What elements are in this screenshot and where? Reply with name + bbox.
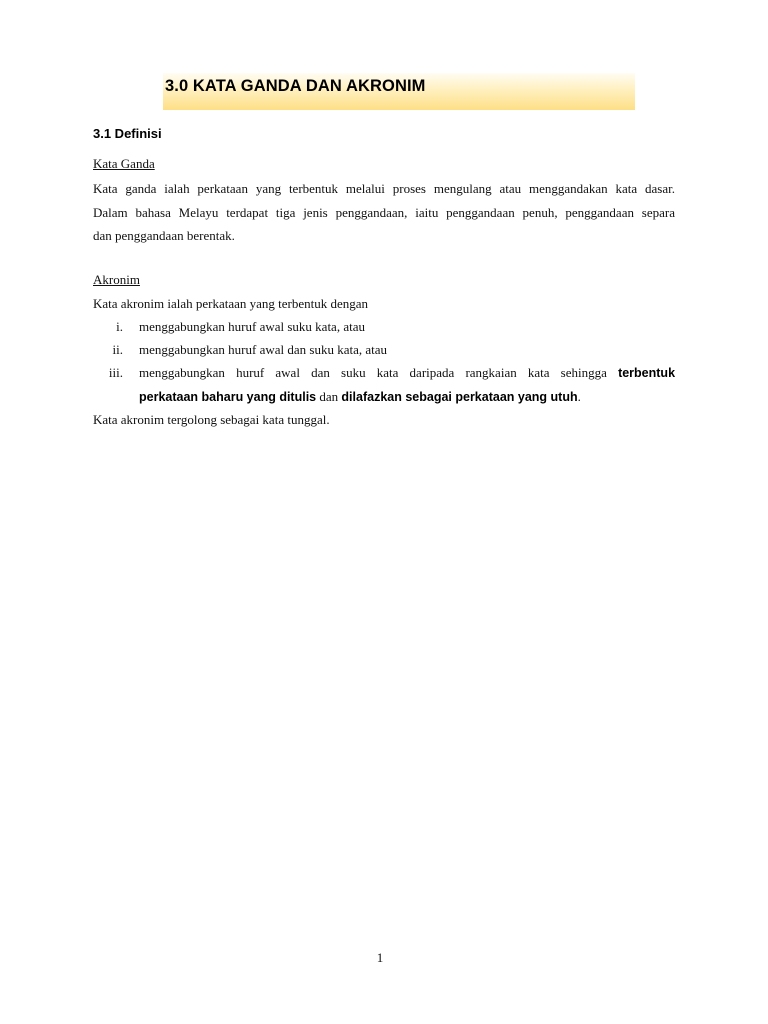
akronim-closing <box>93 408 675 432</box>
akronim-intro <box>93 292 675 316</box>
list-item-text-line <box>139 361 675 385</box>
list-item-text <box>139 315 675 339</box>
list-item-plain-text: menggabungkan huruf awal dan suku kata daripada rangkaian kata sehingga <box>139 365 607 380</box>
list-item-text-line: menggabungkan huruf awal suku kata, atau <box>139 319 365 334</box>
akronim-intro-text: Kata akronim ialah perkataan yang terbentuk dengan <box>93 296 369 311</box>
section-heading: 3.1 Definisi <box>93 126 162 141</box>
list-item-text-line: menggabungkan huruf awal dan suku kata, atau <box>139 342 388 357</box>
akronim-heading: Akronim <box>93 272 140 287</box>
kata-ganda-line-1: Kata ganda ialah perkataan yang terbentuk melalui proses mengulang atau menggandakan kata dasar. <box>93 181 675 196</box>
akronim-closing-text: Kata akronim tergolong sebagai kata tunggal. <box>93 412 330 427</box>
list-number: ii. <box>112 342 123 357</box>
sentence-end: . <box>577 388 581 404</box>
kata-ganda-heading: Kata Ganda <box>93 156 155 171</box>
kata-ganda-line-3: dan penggandaan berentak. <box>93 228 235 243</box>
emphasis-text: terbentuk <box>618 366 676 380</box>
emphasis-text: perkataan baharu yang ditulis <box>139 389 317 404</box>
kata-ganda-paragraph <box>93 177 675 248</box>
chapter-title: 3.0 KATA GANDA DAN AKRONIM <box>165 77 426 95</box>
title-banner <box>163 73 635 110</box>
connector-text: dan <box>319 388 339 404</box>
list-number: i. <box>116 319 123 334</box>
page-number: 1 <box>376 950 384 965</box>
list-item-text-line <box>139 385 675 409</box>
list-item-text <box>139 338 675 362</box>
emphasis-text: dilafazkan sebagai perkataan yang utuh <box>341 389 578 404</box>
kata-ganda-line-2: Dalam bahasa Melayu terdapat tiga jenis penggandaan, iaitu penggandaan penuh, penggandaan separa <box>93 204 675 220</box>
list-number: iii. <box>108 365 123 380</box>
list-item-text <box>139 361 675 408</box>
